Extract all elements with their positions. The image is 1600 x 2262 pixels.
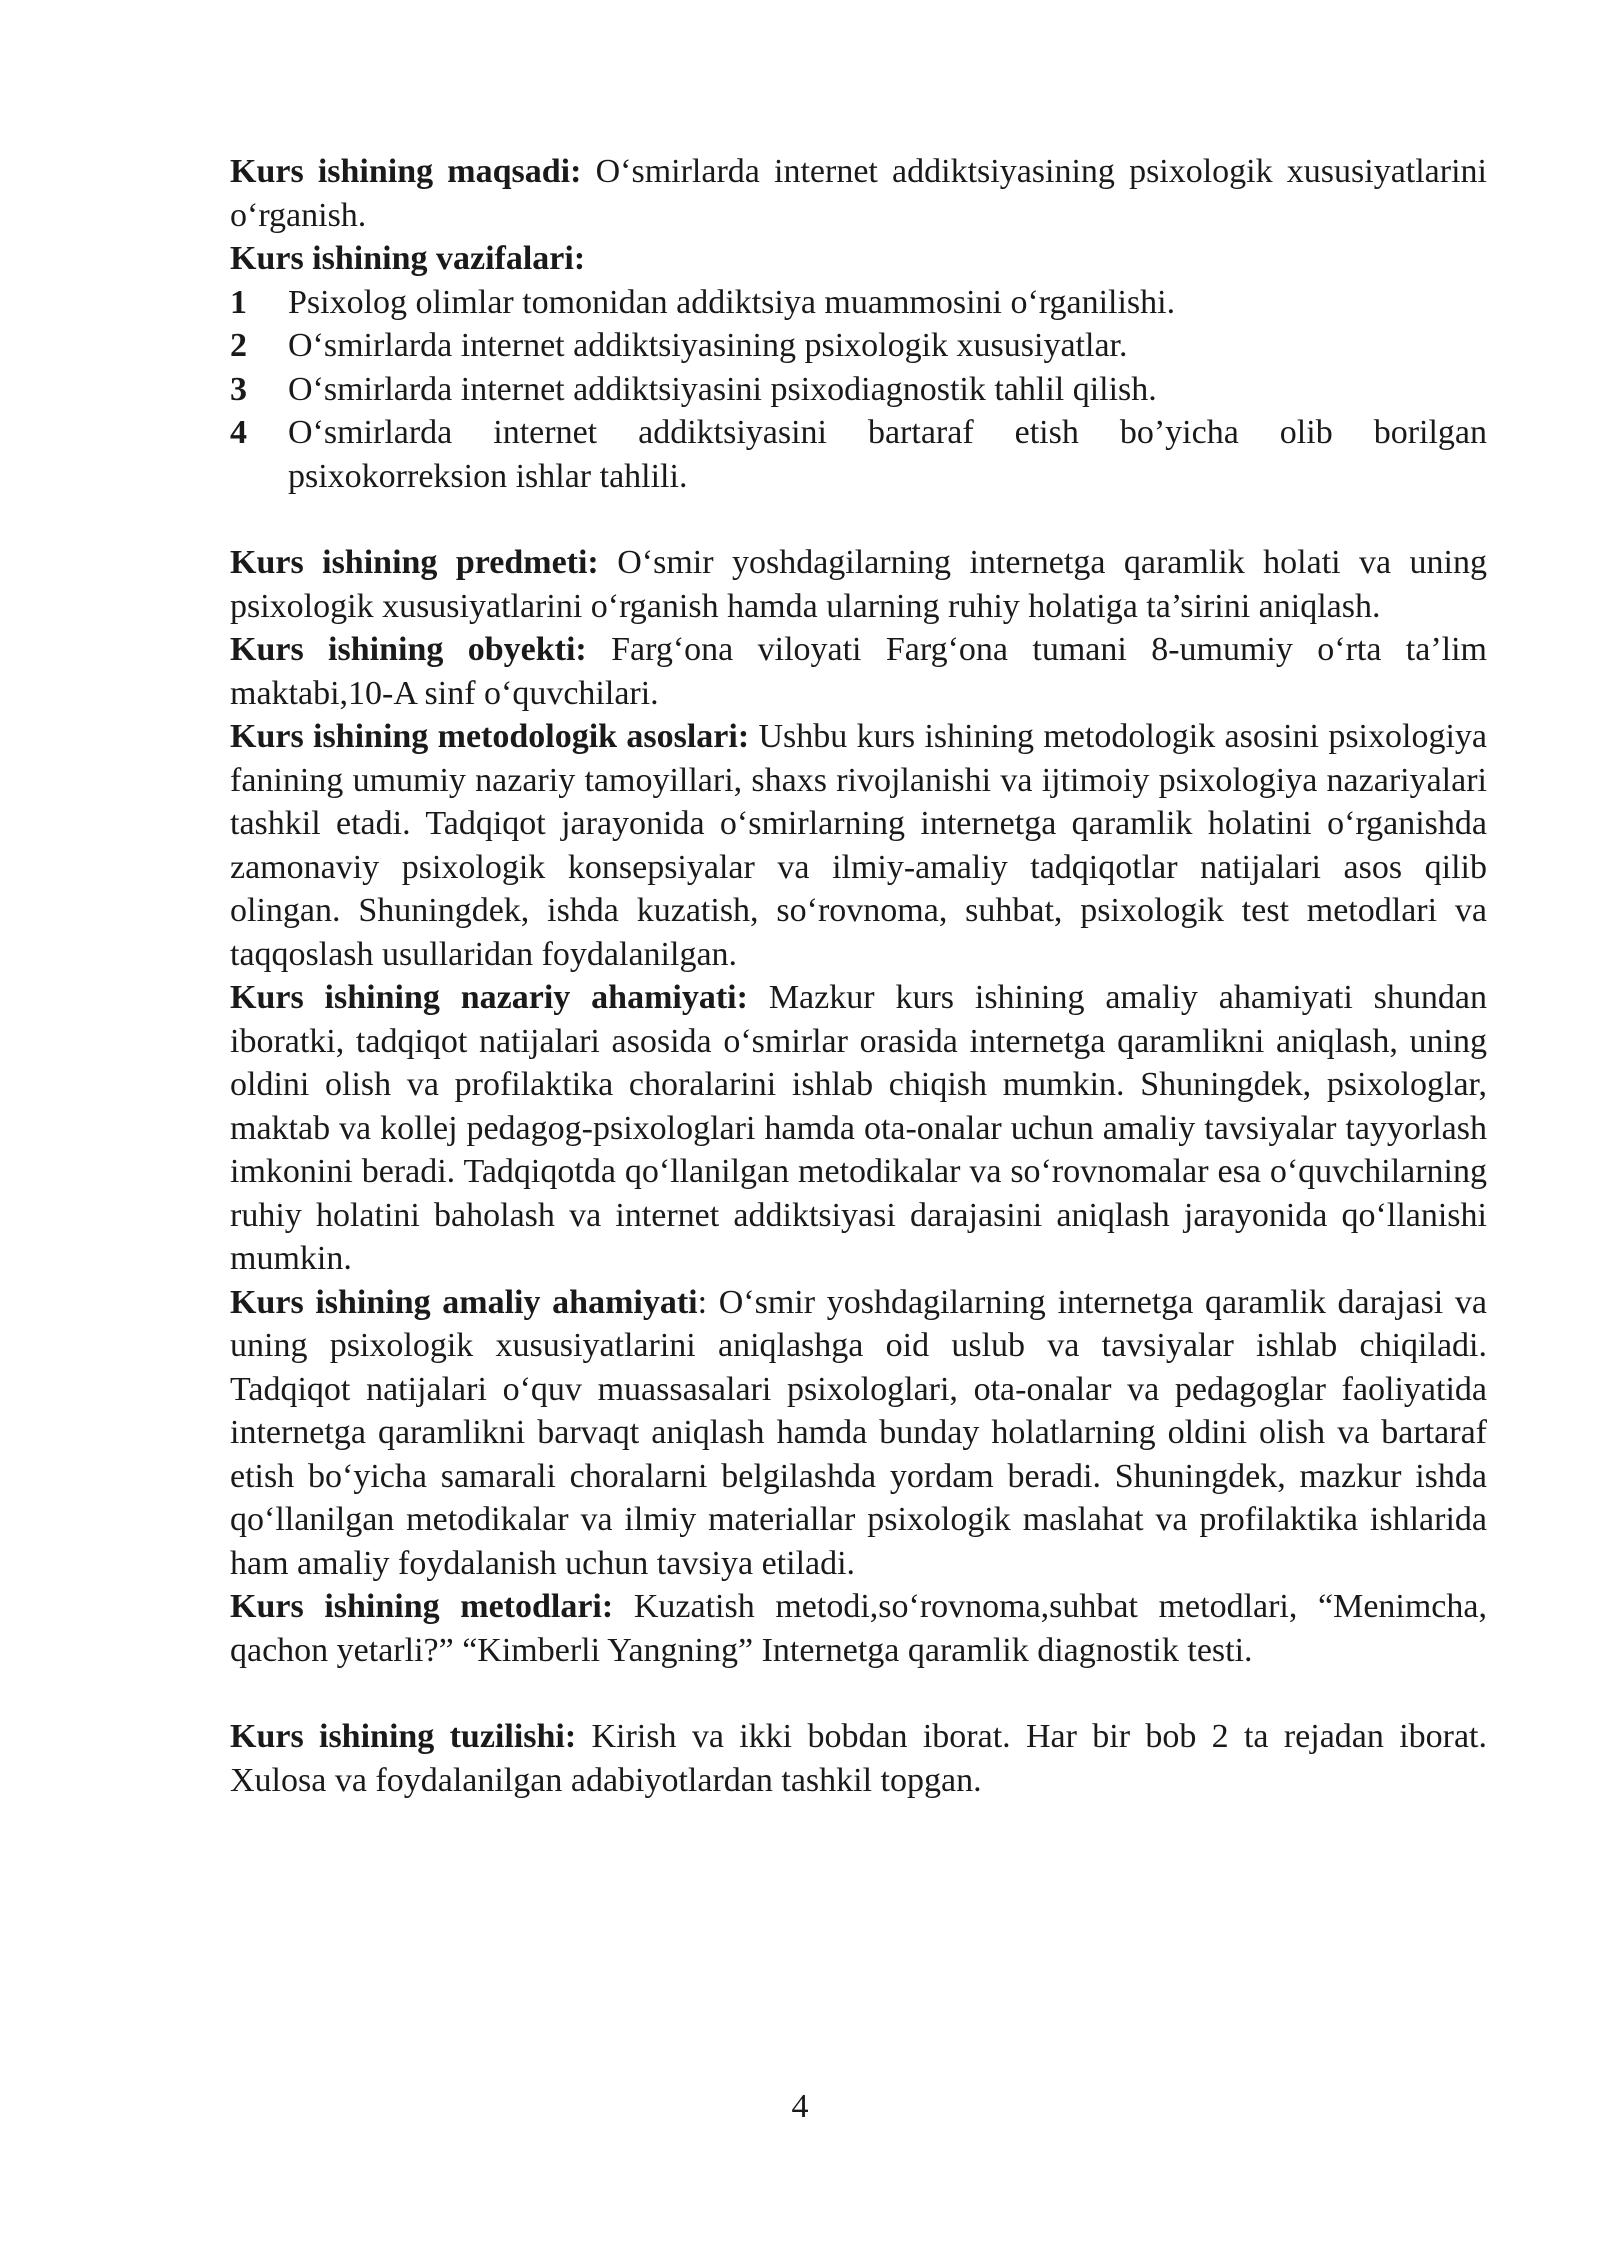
paragraph-spacer: [230, 498, 1487, 541]
list-item-number: 4: [230, 414, 247, 451]
list-item-number: 2: [230, 327, 247, 364]
paragraph-maqsad: [230, 150, 1487, 237]
paragraph-tuzilish: [230, 1715, 1487, 1802]
maqsad-text: O‘smirlarda internet addiktsiyasining psixologik xususiyatlarini o‘rganish.: [230, 153, 1487, 234]
obyekt-label: Kurs ishining obyekti:: [230, 631, 587, 668]
predmet-label: Kurs ishining predmeti:: [230, 544, 599, 581]
maqsad-label: Kurs ishining maqsadi:: [230, 153, 582, 190]
paragraph-amaliy: [230, 1281, 1487, 1586]
amaliy-text: : O‘smir yoshdagilarning internetga qaramlik darajasi va uning psixologik xususiyatlarini aniqlashga oid uslub va tavsiyalar ishlab chiqiladi. Tadqiqot natijalari o‘quv muassasalari psixologlari, ota-onalar va pedagoglar faoliyatida internetga qaramlikni barvaqt aniqlash hamda bunday holatlarning oldini olish va bartaraf etish bo‘yicha samarali choralarni belgilashda yordam beradi. Shuningdek, mazkur ishda qo‘llanilgan metodikalar va ilmiy materiallar psixologik maslahat va profilaktika ishlarida ham amaliy foydalanish uchun tavsiya etiladi.: [230, 1283, 1488, 1582]
tuzilish-label: Kurs ishining tuzilishi:: [230, 1718, 577, 1755]
paragraph-vazifalar-heading: [230, 237, 1487, 281]
vazifalar-label: Kurs ishining vazifalari:: [230, 240, 586, 277]
obyekt-text: Farg‘ona viloyati Farg‘ona tumani 8-umumiy o‘rta ta’lim maktabi,10-A sinf o‘quvchilari.: [230, 631, 1488, 712]
nazariy-text: Mazkur kurs ishining amaliy ahamiyati shundan iboratki, tadqiqot natijalari asosida o‘smirlar orasida internetga qaramlikni aniqlash, uning oldini olish va profilaktika choralarini ishlab chiqish mumkin. Shuningdek, psixologlar, maktab va kollej pedagog-psixologlari hamda ota-onalar uchun amaliy tavsiyalar tayyorlash imkonini beradi. Tadqiqotda qo‘llanilgan metodikalar va so‘rovnomalar esa o‘quvchilarning ruhiy holatini baholash va internet addiktsiyasi darajasini aniqlash jarayonida qo‘llanishi mumkin.: [230, 979, 1487, 1277]
list-item: [230, 411, 1487, 498]
paragraph-spacer: [230, 1672, 1487, 1715]
document-page: [230, 150, 1487, 1802]
list-item-number: 1: [230, 283, 247, 321]
list-item-text: O‘smirlarda internet addiktsiyasining psixologik xususiyatlar.: [288, 327, 1128, 364]
list-item: [230, 324, 1487, 368]
paragraph-obyekt: [230, 628, 1487, 715]
tuzilish-text: Kirish va ikki bobdan iborat. Har bir bob 2 ta rejadan iborat. Xulosa va foydalanilgan adabiyotlardan tashkil topgan.: [230, 1718, 1488, 1799]
metodlar-text: Kuzatish metodi,so‘rovnoma,suhbat metodlari, “Menimcha, qachon yetarli?” “Kimberli Yangning” Internetga qaramlik diagnostik testi.: [230, 1588, 1487, 1669]
vazifalar-list: [230, 281, 1487, 499]
paragraph-metodlar: [230, 1585, 1487, 1672]
list-item-text: O‘smirlarda internet addiktsiyasini psixodiagnostik tahlil qilish.: [288, 370, 1157, 408]
list-item-text: O‘smirlarda internet addiktsiyasini bartaraf etish bo’yicha olib borilgan psixokorreksion ishlar tahlili.: [288, 414, 1487, 495]
metodologik-text: Ushbu kurs ishining metodologik asosini psixologiya fanining umumiy nazariy tamoyillari, shaxs rivojlanishi va ijtimoiy psixologiya nazariyalari tashkil etadi. Tadqiqot jarayonida o‘smirlarning internetga qaramlik holatini o‘rganishda zamonaviy psixologik konsepsiyalar va ilmiy-amaliy tadqiqotlar natijalari asos qilib olingan. Shuningdek, ishda kuzatish, so‘rovnoma, suhbat, psixologik test metodlari va taqqoslash usullaridan foydalanilgan.: [230, 718, 1487, 973]
list-item-text: Psixolog olimlar tomonidan addiktsiya muammosini o‘rganilishi.: [288, 283, 1176, 321]
list-item: [230, 368, 1487, 412]
paragraph-metodologik: [230, 715, 1487, 976]
paragraph-predmet: [230, 541, 1487, 628]
page-number: 4: [791, 2088, 809, 2125]
nazariy-label: Kurs ishining nazariy ahamiyati:: [230, 979, 748, 1016]
metodlar-label: Kurs ishining metodlari:: [230, 1588, 614, 1625]
list-item-number: 3: [230, 370, 247, 408]
paragraph-nazariy: [230, 976, 1487, 1281]
amaliy-label: Kurs ishining amaliy ahamiyati: [230, 1283, 698, 1321]
list-item: [230, 281, 1487, 325]
predmet-text: O‘smir yoshdagilarning internetga qaramlik holati va uning psixologik xususiyatlarini o‘rganish hamda ularning ruhiy holatiga ta’sirini aniqlash.: [230, 544, 1488, 625]
metodologik-label: Kurs ishining metodologik asoslari:: [230, 718, 750, 755]
